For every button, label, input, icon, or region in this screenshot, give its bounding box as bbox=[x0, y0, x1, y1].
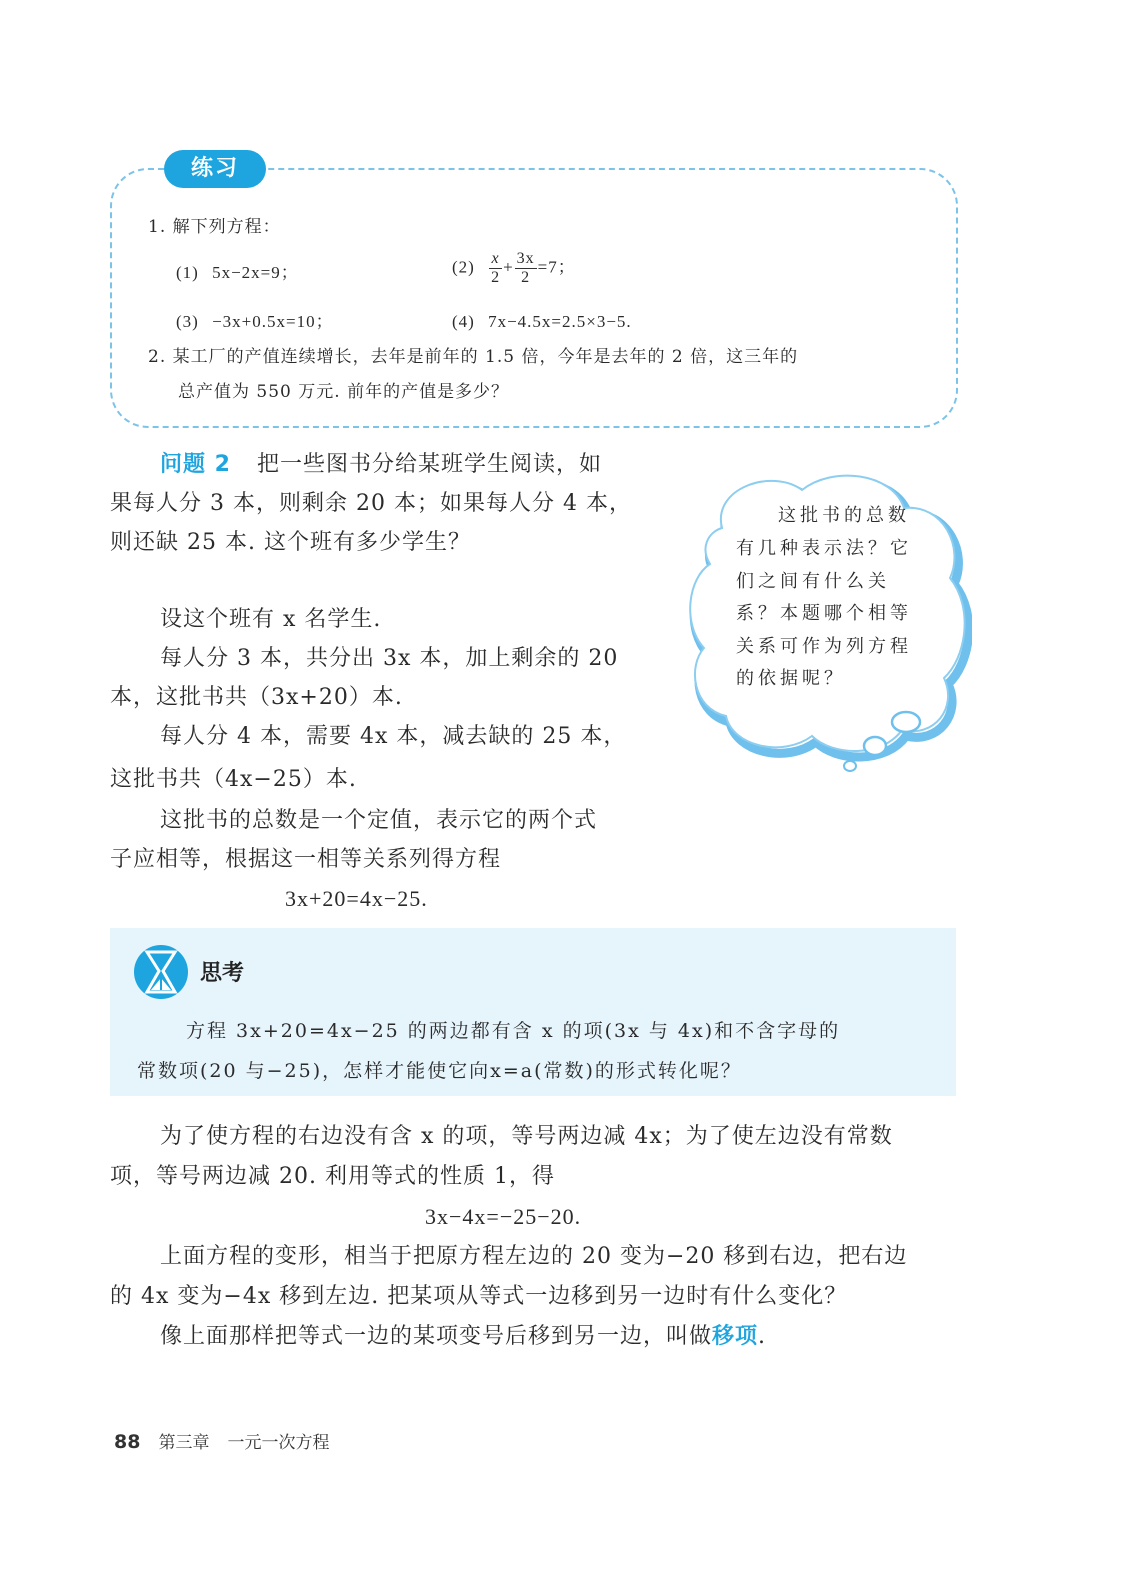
cloud-line-5: 关系可作为列方程 bbox=[736, 636, 912, 657]
fraction-denominator: 2 bbox=[521, 269, 531, 286]
exercise-q2-line-2: 总产值为 550 万元. 前年的产值是多少？ bbox=[178, 382, 510, 402]
fraction-numerator: x bbox=[489, 250, 502, 269]
item-label: (1) bbox=[176, 263, 199, 282]
problem-label: 问题 2 bbox=[160, 452, 231, 477]
fraction bbox=[489, 250, 502, 287]
exercise-q1-item-4 bbox=[452, 309, 632, 335]
item-label: (2) bbox=[452, 257, 475, 277]
exercise-q1-item-1 bbox=[176, 260, 299, 286]
exercise-tag: 练习 bbox=[164, 150, 266, 188]
chapter-title: 一元一次方程 bbox=[227, 1433, 330, 1453]
item-equation: 7x−4.5x=2.5×3−5. bbox=[488, 312, 632, 331]
period: . bbox=[758, 1324, 767, 1349]
explanation-line-3: 上面方程的变形，相当于把原方程左边的 20 变为−20 移到右边，把右边 bbox=[160, 1244, 908, 1269]
item-label: (4) bbox=[452, 312, 475, 331]
explanation-line-5 bbox=[160, 1318, 766, 1356]
page-number: 88 bbox=[114, 1431, 141, 1453]
equation-rest: =7； bbox=[537, 257, 576, 277]
exercise-q1-title: 1. 解下列方程： bbox=[148, 217, 281, 237]
solution-equation: 3x+20=4x−25. bbox=[285, 886, 428, 911]
hourglass-icon bbox=[133, 944, 189, 1000]
item-equation: 5x−2x=9； bbox=[212, 263, 299, 282]
explanation-line-4: 的 4x 变为−4x 移到左边. 把某项从等式一边移到另一边时有什么变化？ bbox=[110, 1284, 848, 1309]
exercise-q1-item-2 bbox=[452, 250, 576, 287]
page-footer bbox=[114, 1428, 329, 1453]
solution-line-7: 子应相等，根据这一相等关系列得方程 bbox=[110, 847, 502, 872]
plus-sign: + bbox=[503, 257, 514, 277]
cloud-line-2: 有几种表示法？它 bbox=[736, 538, 912, 559]
solution-line-5: 这批书共（4x−25）本. bbox=[110, 767, 357, 792]
solution-line-6: 这批书的总数是一个定值，表示它的两个式 bbox=[160, 808, 598, 833]
item-equation: −3x+0.5x=10； bbox=[212, 312, 334, 331]
cloud-line-1: 这批书的总数 bbox=[778, 505, 910, 526]
solution-line-3: 本，这批书共（3x+20）本. bbox=[110, 685, 403, 710]
cloud-line-3: 们之间有什么关 bbox=[736, 571, 890, 592]
solution-line-1: 设这个班有 x 名学生. bbox=[160, 607, 382, 632]
problem-2-line-1 bbox=[160, 446, 602, 484]
chapter-label: 第三章 bbox=[158, 1433, 210, 1453]
definition-text: 像上面那样把等式一边的某项变号后移到另一边，叫做 bbox=[160, 1324, 713, 1349]
solution-line-4: 每人分 4 本，需要 4x 本，减去缺的 25 本， bbox=[160, 724, 627, 749]
fraction bbox=[515, 250, 537, 287]
think-line-1: 方程 3x+20=4x−25 的两边都有含 x 的项(3x 与 4x)和不含字母的 bbox=[186, 1020, 841, 1042]
problem-2-line-3: 则还缺 25 本. 这个班有多少学生？ bbox=[110, 530, 471, 555]
problem-2-line-2: 果每人分 3 本，则剩余 20 本；如果每人分 4 本， bbox=[110, 491, 632, 516]
cloud-line-4: 系？本题哪个相等 bbox=[736, 603, 912, 624]
key-term: 移项 bbox=[712, 1324, 759, 1349]
explanation-line-2: 项，等号两边减 20. 利用等式的性质 1，得 bbox=[110, 1164, 555, 1189]
think-line-2: 常数项(20 与−25)，怎样才能使它向x=a(常数)的形式转化呢？ bbox=[137, 1060, 742, 1082]
fraction-denominator: 2 bbox=[491, 269, 501, 286]
solution-line-2: 每人分 3 本，共分出 3x 本，加上剩余的 20 bbox=[160, 646, 619, 671]
item-label: (3) bbox=[176, 312, 199, 331]
fraction-numerator: 3x bbox=[516, 250, 535, 267]
exercise-q2-line-1: 2. 某工厂的产值连续增长，去年是前年的 1.5 倍，今年是去年的 2 倍，这三年的 bbox=[148, 347, 799, 367]
exercise-q1-item-3 bbox=[176, 309, 334, 335]
cloud-line-6: 的依据呢？ bbox=[736, 668, 846, 689]
explanation-equation: 3x−4x=−25−20. bbox=[425, 1204, 582, 1229]
explanation-line-1: 为了使方程的右边没有含 x 的项，等号两边减 4x；为了使左边没有常数 bbox=[160, 1124, 893, 1149]
think-title: 思考 bbox=[200, 961, 245, 986]
problem-text: 把一些图书分给某班学生阅读，如 bbox=[256, 452, 602, 477]
